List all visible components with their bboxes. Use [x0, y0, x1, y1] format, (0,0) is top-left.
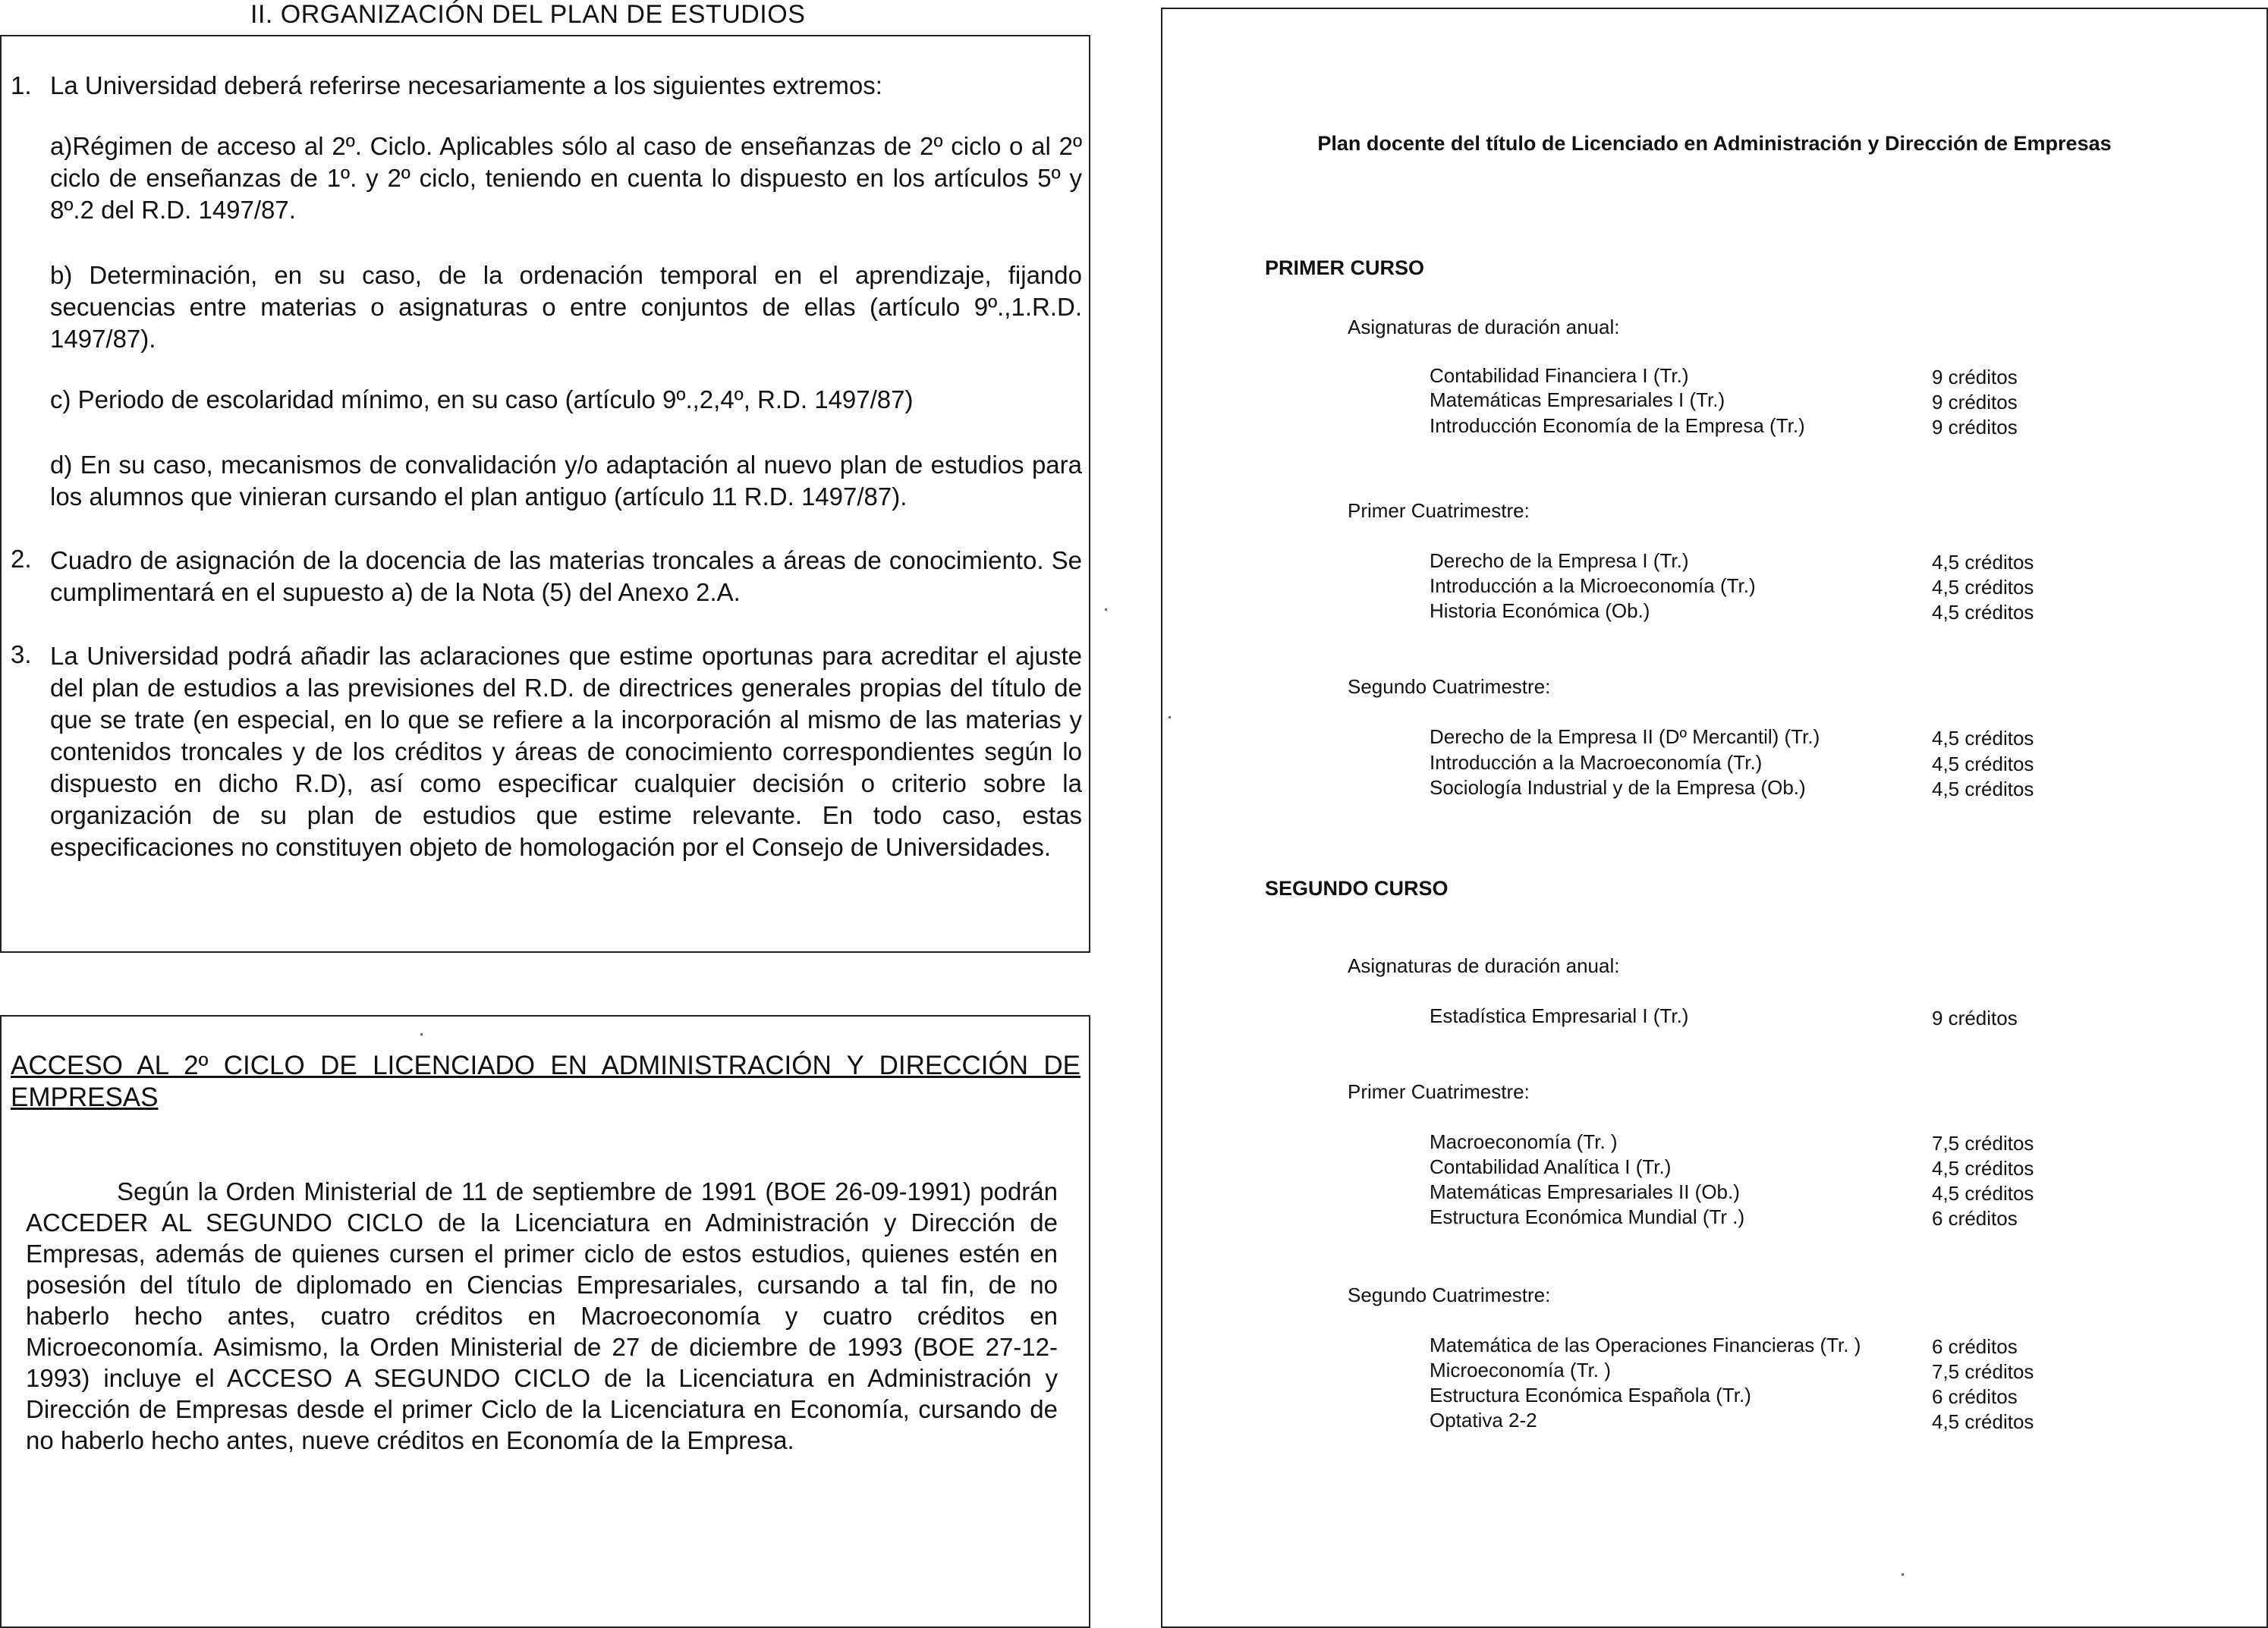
- subject-name: Optativa 2-2: [1430, 1409, 1537, 1432]
- subject-credits: 4,5 créditos: [1932, 551, 2034, 574]
- item-2-text: Cuadro de asignación de la docencia de las materias troncales a áreas de conocimiento. Se cumplimentará en el supuesto a) de la Nota (5) del Anexo 2.A.: [50, 546, 1082, 606]
- subject-name: Contabilidad Financiera I (Tr.): [1430, 364, 1689, 387]
- subject-name: Estructura Económica Mundial (Tr .): [1430, 1205, 1745, 1228]
- item-1-text: La Universidad deberá referirse necesariamente a los siguientes extremos:: [50, 71, 882, 99]
- subject-name: Sociología Industrial y de la Empresa (Ob.): [1430, 776, 1806, 799]
- item-d-text: d) En su caso, mecanismos de convalidación y/o adaptación al nuevo plan de estudios para los alumnos que vinieran cursando el plan antiguo (artículo 11 R.D. 1497/87).: [50, 451, 1082, 511]
- item-c-text: c) Periodo de escolaridad mínimo, en su caso (artículo 9º.,2,4º, R.D. 1497/87): [50, 385, 914, 413]
- subject-credits: 4,5 créditos: [1932, 1410, 2034, 1433]
- subject-name: Introducción a la Macroeconomía (Tr.): [1430, 751, 1763, 774]
- section-title: II. ORGANIZACIÓN DEL PLAN DE ESTUDIOS: [250, 0, 806, 29]
- subject-credits: 4,5 créditos: [1932, 778, 2034, 800]
- acceso-box: [0, 1015, 1090, 1628]
- item-number: 3.: [11, 640, 32, 668]
- scan-speck: [420, 1033, 423, 1036]
- scan-speck: [1169, 716, 1171, 718]
- cuatrimestre-label: Segundo Cuatrimestre:: [1348, 675, 1551, 698]
- cuatrimestre-label: Segundo Cuatrimestre:: [1348, 1284, 1551, 1306]
- acceso-body: Según la Orden Ministerial de 11 de septiembre de 1991 (BOE 26-09-1991) podrán ACCEDER AL SEGUNDO CICLO de la Licenciatura en Administración y Dirección de Empresas, además de quienes cursen el primer ciclo de estos estudios, quienes estén en posesión del título de diplomado en Ciencias Empresariales, cursando a tal fin, de no haberlo hecho antes, cuatro créditos en Macroeconomía y cuatro créditos en Microeconomía. Asimismo, la Orden Ministerial de 27 de diciembre de 1993 (BOE 27-12-1993) incluye el ACCESO A SEGUNDO CICLO de la Licenciatura en Administración y Dirección de Empresas desde el primer Ciclo de la Licenciatura en Economía, cursando de no haberlo hecho antes, nueve créditos en Economía de la Empresa.: [26, 1177, 1058, 1454]
- anual-label: Asignaturas de duración anual:: [1348, 954, 1620, 977]
- subject-credits: 7,5 créditos: [1932, 1132, 2034, 1155]
- subject-name: Contabilidad Analítica I (Tr.): [1430, 1155, 1672, 1178]
- subject-credits: 6 créditos: [1932, 1335, 2018, 1358]
- cuatrimestre-label: Primer Cuatrimestre:: [1348, 1080, 1530, 1103]
- primer-curso-heading: PRIMER CURSO: [1265, 256, 1425, 279]
- item-3-text: La Universidad podrá añadir las aclaraciones que estime oportunas para acreditar el ajuste del plan de estudios a las previsiones del R.D. de directrices generales propias del título de que se trate (en especial, en lo que se refiere a la incorporación al mismo de las materias y contenidos troncales y de los créditos y áreas de conocimiento correspondientes según lo dispuesto en dicho R.D), así como especificar cualquier decisión o criterio sobre la organización de su plan de estudios que estime relevante. En todo caso, estas especificaciones no constituyen objeto de homologación por el Consejo de Universidades.: [50, 642, 1082, 861]
- item-number: 1.: [11, 71, 32, 99]
- subject-credits: 9 créditos: [1932, 391, 2018, 413]
- subject-name: Matemáticas Empresariales II (Ob.): [1430, 1180, 1740, 1203]
- subject-credits: 6 créditos: [1932, 1385, 2018, 1408]
- subject-name: Macroeconomía (Tr. ): [1430, 1130, 1618, 1153]
- subject-credits: 7,5 créditos: [1932, 1360, 2034, 1383]
- subject-name: Estructura Económica Española (Tr.): [1430, 1384, 1751, 1406]
- subject-credits: 4,5 créditos: [1932, 1157, 2034, 1180]
- subject-credits: 9 créditos: [1932, 416, 2018, 438]
- subject-name: Microeconomía (Tr. ): [1430, 1359, 1611, 1381]
- cuatrimestre-label: Primer Cuatrimestre:: [1348, 499, 1530, 522]
- scan-speck: [1105, 608, 1107, 611]
- subject-name: Matemática de las Operaciones Financieras (Tr. ): [1430, 1334, 1861, 1356]
- subject-credits: 9 créditos: [1932, 366, 2018, 388]
- subject-name: Derecho de la Empresa II (Dº Mercantil) (Tr.): [1430, 725, 1820, 748]
- item-b-text: b) Determinación, en su caso, de la ordenación temporal en el aprendizaje, fijando secuencias entre materias o asignaturas o entre conjuntos de ellas (artículo 9º.,1.R.D. 1497/87).: [50, 261, 1082, 353]
- subject-credits: 6 créditos: [1932, 1207, 2018, 1230]
- plan-docente-box: [1161, 8, 2268, 1628]
- subject-name: Estadística Empresarial I (Tr.): [1430, 1004, 1689, 1027]
- subject-name: Matemáticas Empresariales I (Tr.): [1430, 388, 1725, 411]
- acceso-title: ACCESO AL 2º CICLO DE LICENCIADO EN ADMINISTRACIÓN Y DIRECCIÓN DE EMPRESAS: [11, 1051, 1081, 1112]
- subject-credits: 4,5 créditos: [1932, 1182, 2034, 1205]
- subject-credits: 4,5 créditos: [1932, 753, 2034, 775]
- subject-name: Introducción a la Microeconomía (Tr.): [1430, 574, 1756, 597]
- plan-title: Plan docente del título de Licenciado en Administración y Dirección de Empresas: [1317, 132, 2112, 155]
- subject-credits: 9 créditos: [1932, 1007, 2018, 1029]
- subject-name: Historia Económica (Ob.): [1430, 599, 1650, 622]
- item-number: 2.: [11, 545, 32, 573]
- subject-name: Introducción Economía de la Empresa (Tr.): [1430, 414, 1805, 437]
- subject-credits: 4,5 créditos: [1932, 727, 2034, 750]
- item-a-text: a)Régimen de acceso al 2º. Ciclo. Aplicables sólo al caso de enseñanzas de 2º ciclo o al 2º ciclo de enseñanzas de 1º. y 2º ciclo, teniendo en cuenta lo dispuesto en los artículos 5º y 8º.2 del R.D. 1497/87.: [50, 132, 1082, 224]
- anual-label: Asignaturas de duración anual:: [1348, 316, 1620, 338]
- subject-credits: 4,5 créditos: [1932, 601, 2034, 624]
- subject-credits: 4,5 créditos: [1932, 576, 2034, 599]
- subject-name: Derecho de la Empresa I (Tr.): [1430, 549, 1689, 572]
- scan-speck: [1902, 1573, 1904, 1576]
- organizacion-box: [0, 35, 1090, 953]
- segundo-curso-heading: SEGUNDO CURSO: [1265, 877, 1449, 900]
